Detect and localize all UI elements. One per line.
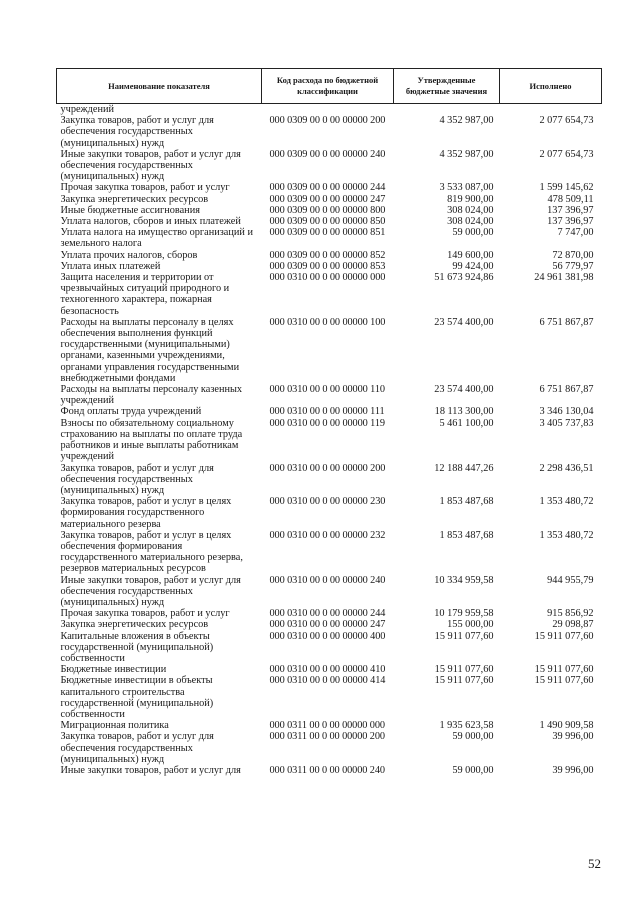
- row-approved: 3 533 087,00: [439, 182, 494, 194]
- row-executed: 56 779,97: [552, 260, 594, 272]
- row-executed: 944 955,79: [547, 574, 594, 586]
- row-approved: 59 000,00: [452, 764, 494, 776]
- row-executed: 2 077 654,73: [539, 115, 594, 127]
- row-name: Иные бюджетные ассигнования: [60, 204, 200, 216]
- page-number: 52: [588, 856, 601, 871]
- row-approved: 10 179 959,58: [434, 608, 494, 620]
- row-executed: 39 996,00: [552, 731, 594, 743]
- row-code: 000 0310 00 0 00 00000 240: [269, 574, 386, 586]
- row-name: Прочая закупка товаров, работ и услуг: [60, 182, 230, 194]
- row-name: учреждений: [60, 104, 115, 115]
- row-executed: 137 396,97: [547, 204, 594, 216]
- row-name: Бюджетные инвестиции: [60, 664, 167, 676]
- row-approved: 99 424,00: [452, 260, 494, 272]
- table-row: [57, 250, 602, 261]
- row-executed: [500, 104, 602, 116]
- row-name: Уплата налогов, сборов и иных платежей: [60, 216, 241, 228]
- row-name: Иные закупки товаров, работ и услуг для обеспечения государственных (муниципальных) нужд: [60, 574, 241, 608]
- table-row: [57, 216, 602, 227]
- row-name: Расходы на выплаты персоналу в целях обеспечения выполнения функций государственными (муниципальными) органами, казенными учреждениями, органами управления государственными внебюджетными фондами: [60, 316, 240, 384]
- row-name: Закупка товаров, работ и услуг для обеспечения государственных (муниципальных) нужд: [60, 115, 214, 149]
- row-executed: 1 353 480,72: [539, 529, 594, 541]
- table-row: [57, 406, 602, 417]
- row-executed: 15 911 077,60: [534, 664, 594, 676]
- row-code: 000 0310 00 0 00 00000 000: [269, 272, 386, 284]
- row-name: Уплата налога на имущество организаций и земельного налога: [60, 227, 253, 250]
- row-executed: 915 856,92: [547, 608, 594, 620]
- row-executed: 2 077 654,73: [539, 148, 594, 160]
- table-row: [57, 463, 602, 497]
- table-row: [57, 104, 602, 116]
- table-row: [57, 115, 602, 149]
- row-executed: 1 490 909,58: [539, 720, 594, 732]
- table-row: [57, 720, 602, 731]
- row-code: 000 0309 00 0 00 00000 850: [269, 216, 386, 228]
- row-name: Расходы на выплаты персоналу казенных учреждений: [60, 384, 243, 407]
- row-approved: 155 000,00: [447, 619, 494, 631]
- row-approved: 819 900,00: [447, 193, 494, 205]
- table-row: [57, 619, 602, 630]
- table-header-row: [57, 69, 602, 104]
- row-code: 000 0310 00 0 00 00000 244: [269, 608, 386, 620]
- row-code: 000 0310 00 0 00 00000 232: [269, 529, 386, 541]
- row-approved: 10 334 959,58: [434, 574, 494, 586]
- row-code: 000 0309 00 0 00 00000 247: [269, 193, 386, 205]
- row-executed: 3 346 130,04: [539, 406, 594, 418]
- header-expense-code: Код расхода по бюджетной классификации: [262, 69, 394, 104]
- row-name: Капитальные вложения в объекты государственной (муниципальной) собственности: [60, 630, 214, 664]
- row-name: Иные закупки товаров, работ и услуг для обеспечения государственных (муниципальных) нужд: [60, 148, 241, 183]
- row-approved: 59 000,00: [452, 227, 494, 239]
- table-row: [57, 261, 602, 272]
- row-approved: 1 853 487,68: [439, 529, 494, 541]
- row-code: 000 0310 00 0 00 00000 200: [269, 462, 386, 474]
- row-name: Фонд оплаты труда учреждений: [60, 406, 202, 418]
- row-code: 000 0310 00 0 00 00000 410: [269, 664, 386, 676]
- row-code: 000 0309 00 0 00 00000 853: [269, 260, 386, 272]
- table-row: [57, 149, 602, 183]
- row-code: 000 0309 00 0 00 00000 852: [269, 249, 386, 261]
- header-approved-values: Утвержденные бюджетные значения: [394, 69, 500, 104]
- row-code: 000 0309 00 0 00 00000 244: [269, 182, 386, 194]
- row-executed: 15 911 077,60: [534, 630, 594, 642]
- row-approved: 308 024,00: [447, 216, 494, 228]
- row-approved: 149 600,00: [447, 249, 494, 261]
- row-code: 000 0310 00 0 00 00000 230: [269, 496, 386, 508]
- table-row: [57, 664, 602, 675]
- row-approved: [394, 104, 500, 116]
- row-code: 000 0310 00 0 00 00000 247: [269, 619, 386, 631]
- row-approved: 15 911 077,60: [434, 675, 494, 687]
- row-approved: 12 188 447,26: [434, 462, 494, 474]
- row-name: Взносы по обязательному социальному страхованию на выплаты по оплате труда работников и иные выплаты работникам учреждений: [60, 417, 243, 463]
- table-row: [57, 631, 602, 665]
- table-row: [57, 675, 602, 720]
- row-name: Закупка товаров, работ и услуг для обеспечения государственных (муниципальных) нужд: [60, 731, 214, 765]
- row-name: Закупка энергетических ресурсов: [60, 619, 209, 631]
- row-code: 000 0309 00 0 00 00000 851: [269, 227, 386, 239]
- table-row: [57, 194, 602, 205]
- row-code: 000 0311 00 0 00 00000 200: [269, 731, 385, 743]
- row-executed: 39 996,00: [552, 764, 594, 776]
- row-name: Уплата прочих налогов, сборов: [60, 249, 198, 261]
- row-executed: 24 961 381,98: [534, 272, 594, 284]
- table-row: [57, 182, 602, 193]
- budget-document: [56, 68, 601, 776]
- row-approved: 51 673 924,86: [434, 272, 494, 284]
- row-approved: 4 352 987,00: [439, 115, 494, 127]
- row-executed: 6 751 867,87: [539, 384, 594, 396]
- row-name: Закупка товаров, работ и услуг в целях обеспечения формирования государственного материального резерва, резервов материальных ресурсов: [60, 529, 243, 575]
- row-approved: 18 113 300,00: [434, 406, 494, 418]
- row-code: 000 0311 00 0 00 00000 240: [269, 764, 385, 776]
- table-row: [57, 496, 602, 530]
- row-executed: 29 098,87: [552, 619, 594, 631]
- row-code: 000 0310 00 0 00 00000 400: [269, 630, 386, 642]
- row-name: Иные закупки товаров, работ и услуг для: [60, 764, 241, 776]
- row-code: 000 0310 00 0 00 00000 414: [269, 675, 386, 687]
- row-code: 000 0311 00 0 00 00000 000: [269, 720, 385, 732]
- row-code: 000 0310 00 0 00 00000 111: [269, 406, 385, 418]
- table-row: [57, 227, 602, 249]
- row-approved: 23 574 400,00: [434, 316, 494, 328]
- row-approved: 1 935 623,58: [439, 720, 494, 732]
- header-executed: Исполнено: [500, 69, 602, 104]
- row-approved: 15 911 077,60: [434, 664, 494, 676]
- table-row: [57, 272, 602, 317]
- table-row: [57, 765, 602, 776]
- row-executed: 478 509,11: [547, 193, 594, 205]
- row-executed: 7 747,00: [557, 227, 594, 239]
- row-executed: 3 405 737,83: [539, 417, 594, 429]
- row-approved: 23 574 400,00: [434, 384, 494, 396]
- row-approved: 1 853 487,68: [439, 496, 494, 508]
- row-approved: 15 911 077,60: [434, 630, 494, 642]
- row-name: Миграционная политика: [60, 720, 169, 732]
- row-approved: 5 461 100,00: [439, 417, 494, 429]
- row-executed: 6 751 867,87: [539, 316, 594, 328]
- row-executed: 1 599 145,62: [539, 182, 594, 194]
- row-executed: 2 298 436,51: [539, 462, 594, 474]
- row-code: 000 0310 00 0 00 00000 100: [269, 316, 386, 328]
- row-name: Бюджетные инвестиции в объекты капитального строительства государственной (муниципальной) собственности: [60, 675, 214, 720]
- row-code: 000 0309 00 0 00 00000 200: [269, 115, 386, 127]
- row-approved: 59 000,00: [452, 731, 494, 743]
- budget-table: [56, 68, 602, 776]
- row-executed: 15 911 077,60: [534, 675, 594, 687]
- row-code: 000 0310 00 0 00 00000 110: [269, 384, 385, 396]
- row-executed: 137 396,97: [547, 216, 594, 228]
- row-executed: 72 870,00: [552, 249, 594, 261]
- table-row: [57, 575, 602, 609]
- row-approved: 4 352 987,00: [439, 148, 494, 160]
- row-code: 000 0309 00 0 00 00000 240: [269, 148, 386, 160]
- table-row: [57, 384, 602, 406]
- table-row: [57, 418, 602, 463]
- row-name: Защита населения и территории от чрезвычайных ситуаций природного и техногенного характера, пожарная безопасность: [60, 272, 230, 317]
- row-executed: 1 353 480,72: [539, 496, 594, 508]
- row-name: Закупка товаров, работ и услуг в целях формирования государственного материального резерва: [60, 496, 232, 530]
- table-row: [57, 317, 602, 384]
- row-name: Закупка энергетических ресурсов: [60, 193, 209, 205]
- row-code: 000 0309 00 0 00 00000 800: [269, 204, 386, 216]
- table-row: [57, 608, 602, 619]
- table-row: [57, 205, 602, 216]
- table-row: [57, 731, 602, 765]
- table-row: [57, 530, 602, 575]
- row-name: Уплата иных платежей: [60, 260, 161, 272]
- header-indicator-name: Наименование показателя: [57, 69, 262, 104]
- row-name: Прочая закупка товаров, работ и услуг: [60, 608, 230, 620]
- row-code: [262, 104, 394, 116]
- row-approved: 308 024,00: [447, 204, 494, 216]
- row-code: 000 0310 00 0 00 00000 119: [269, 417, 385, 429]
- row-name: Закупка товаров, работ и услуг для обеспечения государственных (муниципальных) нужд: [60, 462, 214, 496]
